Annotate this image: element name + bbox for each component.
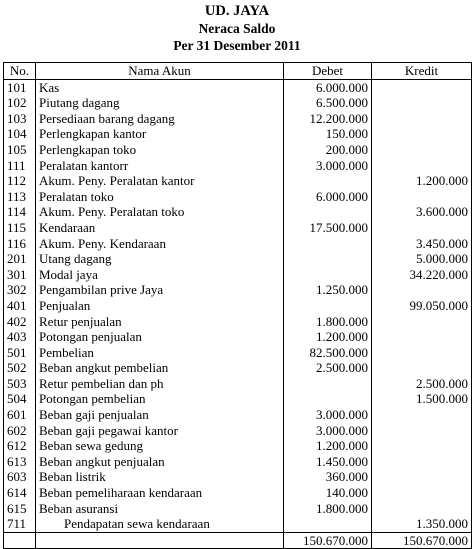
- account-no-cell: 114: [4, 204, 36, 220]
- account-name-cell: Beban sewa gedung: [36, 438, 284, 454]
- account-name-cell: Pendapatan sewa kendaraan: [36, 516, 284, 532]
- debit-cell: 6.500.000: [284, 95, 372, 111]
- table-row: [4, 111, 472, 127]
- table-row: [4, 236, 472, 252]
- table-row: [4, 360, 472, 376]
- debit-cell: 1.800.000: [284, 501, 372, 517]
- table-row: [4, 469, 472, 485]
- account-name-cell: Kendaraan: [36, 220, 284, 236]
- account-no-cell: 115: [4, 220, 36, 236]
- debit-cell: 2.500.000: [284, 360, 372, 376]
- account-no-cell: 401: [4, 298, 36, 314]
- credit-cell: [372, 329, 472, 345]
- table-row: [4, 438, 472, 454]
- account-name-cell: Piutang dagang: [36, 95, 284, 111]
- credit-cell: [372, 220, 472, 236]
- credit-cell: [372, 282, 472, 298]
- account-name-cell: Utang dagang: [36, 251, 284, 267]
- table-row: [4, 95, 472, 111]
- credit-cell: 3.450.000: [372, 236, 472, 252]
- debit-cell: 3.000.000: [284, 158, 372, 174]
- credit-cell: 5.000.000: [372, 251, 472, 267]
- account-no-cell: 301: [4, 267, 36, 283]
- account-no-cell: 104: [4, 126, 36, 142]
- account-name-cell: Beban pemeliharaan kendaraan: [36, 485, 284, 501]
- report-title: Neraca Saldo: [198, 21, 276, 36]
- account-name-cell: Persediaan barang dagang: [36, 111, 284, 127]
- totals-blank-cell: [4, 532, 36, 549]
- account-no-cell: 302: [4, 282, 36, 298]
- account-no-cell: 603: [4, 469, 36, 485]
- credit-cell: 1.350.000: [372, 516, 472, 532]
- debit-cell: [284, 173, 372, 189]
- table-row: [4, 485, 472, 501]
- account-no-cell: 602: [4, 423, 36, 439]
- credit-cell: 34.220.000: [372, 267, 472, 283]
- debit-cell: 1.450.000: [284, 454, 372, 470]
- account-name-cell: Beban angkut pembelian: [36, 360, 284, 376]
- credit-cell: 2.500.000: [372, 376, 472, 392]
- account-no-cell: 504: [4, 391, 36, 407]
- table-row: [4, 251, 472, 267]
- company-name: UD. JAYA: [204, 3, 270, 19]
- credit-cell: [372, 501, 472, 517]
- table-row: [4, 220, 472, 236]
- account-no-cell: 613: [4, 454, 36, 470]
- account-no-cell: 111: [4, 158, 36, 174]
- credit-cell: [372, 469, 472, 485]
- account-name-cell: Kas: [36, 79, 284, 95]
- table-row: [4, 314, 472, 330]
- account-no-cell: 103: [4, 111, 36, 127]
- account-name-cell: Peralatan toko: [36, 189, 284, 205]
- debit-cell: 3.000.000: [284, 407, 372, 423]
- table-row: [4, 173, 472, 189]
- debit-cell: 360.000: [284, 469, 372, 485]
- credit-cell: [372, 79, 472, 95]
- table-row: [4, 189, 472, 205]
- account-no-cell: 101: [4, 79, 36, 95]
- account-name-cell: Retur pembelian dan ph: [36, 376, 284, 392]
- table-row: [4, 142, 472, 158]
- table-row: [4, 282, 472, 298]
- account-name-cell: Beban gaji penjualan: [36, 407, 284, 423]
- table-body: [4, 79, 472, 549]
- account-no-cell: 112: [4, 173, 36, 189]
- col-header-account: Nama Akun: [36, 63, 284, 80]
- account-name-cell: Beban gaji pegawai kantor: [36, 423, 284, 439]
- account-no-cell: 615: [4, 501, 36, 517]
- account-name-cell: Perlengkapan kantor: [36, 126, 284, 142]
- credit-cell: [372, 423, 472, 439]
- debit-cell: 150.000: [284, 126, 372, 142]
- account-no-cell: 503: [4, 376, 36, 392]
- report-header: [0, 3, 474, 54]
- debit-cell: 12.200.000: [284, 111, 372, 127]
- table-row: [4, 501, 472, 517]
- trial-balance-table: [3, 62, 472, 549]
- debit-cell: 1.200.000: [284, 438, 372, 454]
- account-no-cell: 102: [4, 95, 36, 111]
- credit-cell: [372, 95, 472, 111]
- debit-cell: [284, 376, 372, 392]
- col-header-no: No.: [4, 63, 36, 80]
- table-header-row: [4, 63, 472, 80]
- debit-cell: [284, 236, 372, 252]
- debit-cell: 6.000.000: [284, 79, 372, 95]
- account-no-cell: 403: [4, 329, 36, 345]
- credit-cell: 1.200.000: [372, 173, 472, 189]
- debit-cell: 82.500.000: [284, 345, 372, 361]
- credit-cell: [372, 454, 472, 470]
- debit-cell: 1.250.000: [284, 282, 372, 298]
- account-name-cell: Akum. Peny. Peralatan kantor: [36, 173, 284, 189]
- account-name-cell: Pembelian: [36, 345, 284, 361]
- account-no-cell: 116: [4, 236, 36, 252]
- table-row: [4, 329, 472, 345]
- table-row: [4, 79, 472, 95]
- account-no-cell: 201: [4, 251, 36, 267]
- credit-cell: [372, 189, 472, 205]
- table-row: [4, 267, 472, 283]
- table-row: [4, 423, 472, 439]
- debit-cell: 6.000.000: [284, 189, 372, 205]
- credit-cell: 3.600.000: [372, 204, 472, 220]
- debit-cell: [284, 267, 372, 283]
- account-name-cell: Retur penjualan: [36, 314, 284, 330]
- table-row: [4, 298, 472, 314]
- totals-label-cell: [36, 532, 284, 549]
- debit-cell: 200.000: [284, 142, 372, 158]
- account-name-cell: Beban asuransi: [36, 501, 284, 517]
- credit-cell: [372, 345, 472, 361]
- credit-cell: [372, 314, 472, 330]
- debit-cell: [284, 298, 372, 314]
- debit-cell: [284, 516, 372, 532]
- credit-cell: [372, 111, 472, 127]
- debit-cell: 17.500.000: [284, 220, 372, 236]
- debit-cell: [284, 391, 372, 407]
- credit-cell: 99.050.000: [372, 298, 472, 314]
- debit-cell: 140.000: [284, 485, 372, 501]
- account-name-cell: Perlengkapan toko: [36, 142, 284, 158]
- debit-cell: [284, 251, 372, 267]
- account-no-cell: 612: [4, 438, 36, 454]
- account-name-cell: Potongan pembelian: [36, 391, 284, 407]
- credit-cell: [372, 142, 472, 158]
- account-no-cell: 501: [4, 345, 36, 361]
- totals-row: [4, 532, 472, 549]
- debit-cell: 3.000.000: [284, 423, 372, 439]
- account-name-cell: Modal jaya: [36, 267, 284, 283]
- credit-cell: [372, 438, 472, 454]
- table-row: [4, 204, 472, 220]
- credit-cell: [372, 158, 472, 174]
- credit-cell: [372, 360, 472, 376]
- table-row: [4, 391, 472, 407]
- account-no-cell: 711: [4, 516, 36, 532]
- account-name-cell: Beban listrik: [36, 469, 284, 485]
- account-no-cell: 105: [4, 142, 36, 158]
- total-credit-cell: 150.670.000: [372, 532, 472, 549]
- col-header-debit: Debet: [284, 63, 372, 80]
- account-name-cell: Pengambilan prive Jaya: [36, 282, 284, 298]
- account-name-cell: Penjualan: [36, 298, 284, 314]
- account-name-cell: Beban angkut penjualan: [36, 454, 284, 470]
- table-row: [4, 454, 472, 470]
- account-name-cell: Peralatan kantorr: [36, 158, 284, 174]
- table-row: [4, 407, 472, 423]
- table-row: [4, 345, 472, 361]
- account-no-cell: 614: [4, 485, 36, 501]
- account-no-cell: 601: [4, 407, 36, 423]
- col-header-credit: Kredit: [372, 63, 472, 80]
- table-row: [4, 158, 472, 174]
- table-row: [4, 376, 472, 392]
- account-no-cell: 402: [4, 314, 36, 330]
- credit-cell: [372, 407, 472, 423]
- credit-cell: [372, 126, 472, 142]
- table-row: [4, 126, 472, 142]
- debit-cell: 1.800.000: [284, 314, 372, 330]
- debit-cell: [284, 204, 372, 220]
- total-debit-cell: 150.670.000: [284, 532, 372, 549]
- account-no-cell: 502: [4, 360, 36, 376]
- account-no-cell: 113: [4, 189, 36, 205]
- table-row: [4, 516, 472, 532]
- credit-cell: 1.500.000: [372, 391, 472, 407]
- account-name-cell: Akum. Peny. Kendaraan: [36, 236, 284, 252]
- credit-cell: [372, 485, 472, 501]
- account-name-cell: Akum. Peny. Peralatan toko: [36, 204, 284, 220]
- debit-cell: 1.200.000: [284, 329, 372, 345]
- report-period: Per 31 Desember 2011: [173, 38, 301, 53]
- account-name-cell: Potongan penjualan: [36, 329, 284, 345]
